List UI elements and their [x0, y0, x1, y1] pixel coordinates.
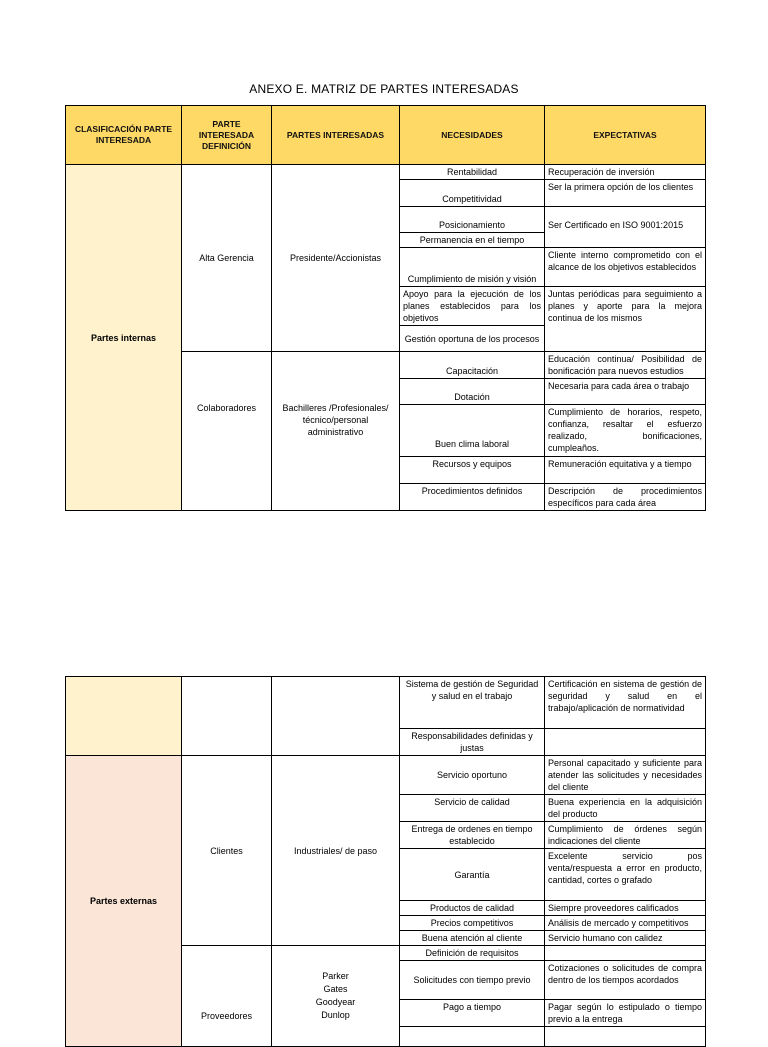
need-cell: Buen clima laboral — [400, 405, 545, 457]
definition-cell: Proveedores — [182, 946, 272, 1047]
need-cell: Sistema de gestión de Seguridad y salud en el trabajo — [400, 677, 545, 729]
header-necesidades: NECESIDADES — [400, 106, 545, 165]
expectation-cell: Cumplimiento de órdenes según indicaciones del cliente — [545, 822, 706, 849]
classification-cell: Partes internas — [66, 165, 182, 511]
need-cell: Rentabilidad — [400, 165, 545, 180]
table-row — [66, 165, 706, 180]
expectation-cell: Siempre proveedores calificados — [545, 901, 706, 916]
expectation-cell: Educación continua/ Posibilidad de bonificación para nuevos estudios — [545, 352, 706, 379]
expectation-cell: Cliente interno comprometido con el alcance de los objetivos establecidos — [545, 248, 706, 287]
need-cell: Procedimientos definidos — [400, 484, 545, 511]
stakeholder-matrix-table — [65, 105, 706, 511]
stakeholder-cell — [272, 677, 400, 756]
need-cell: Garantía — [400, 849, 545, 901]
expectation-cell: Servicio humano con calidez — [545, 931, 706, 946]
definition-cell: Clientes — [182, 756, 272, 946]
expectation-cell: Juntas periódicas para seguimiento a planes y aporte para la mejora continua de los mismos — [545, 287, 706, 352]
need-cell: Definición de requisitos — [400, 946, 545, 961]
expectation-cell: Descripción de procedimientos específicos para cada área — [545, 484, 706, 511]
expectation-cell: Remuneración equitativa y a tiempo — [545, 457, 706, 484]
expectation-cell: Ser la primera opción de los clientes — [545, 180, 706, 207]
need-cell: Gestión oportuna de los procesos — [400, 326, 545, 352]
expectation-cell: Recuperación de inversión — [545, 165, 706, 180]
need-cell: Entrega de ordenes en tiempo establecido — [400, 822, 545, 849]
stakeholder-matrix-table-continued — [65, 676, 706, 1047]
supplier-name: Gates — [323, 984, 348, 994]
definition-cell — [182, 677, 272, 756]
expectation-cell: Análisis de mercado y competitivos — [545, 916, 706, 931]
table-row — [66, 756, 706, 795]
expectation-cell: Cotizaciones o solicitudes de compra dentro de los tiempos acordados — [545, 961, 706, 1000]
header-expectativas: EXPECTATIVAS — [545, 106, 706, 165]
expectation-cell: Certificación en sistema de gestión de seguridad y salud en el trabajo/aplicación de normatividad — [545, 677, 706, 729]
expectation-cell — [545, 946, 706, 961]
header-row — [66, 106, 706, 165]
need-cell: Responsabilidades definidas y justas — [400, 729, 545, 756]
need-cell: Capacitación — [400, 352, 545, 379]
supplier-name: Goodyear — [315, 997, 356, 1007]
stakeholder-cell — [272, 946, 400, 1047]
expectation-cell: Pagar según lo estipulado o tiempo previo a la entrega — [545, 1000, 706, 1027]
expectation-cell: Buena experiencia en la adquisición del producto — [545, 795, 706, 822]
supplier-name: Dunlop — [321, 1010, 350, 1020]
expectation-cell: Personal capacitado y suficiente para atender las solicitudes y necesidades del cliente — [545, 756, 706, 795]
need-cell — [400, 1027, 545, 1047]
supplier-name: Parker — [322, 971, 349, 981]
need-cell: Productos de calidad — [400, 901, 545, 916]
definition-cell: Alta Gerencia — [182, 165, 272, 352]
stakeholder-cell: Presidente/Accionistas — [272, 165, 400, 352]
expectation-cell — [545, 1027, 706, 1047]
expectation-cell — [545, 729, 706, 756]
table-row — [66, 677, 706, 729]
need-cell: Servicio de calidad — [400, 795, 545, 822]
expectation-cell: Cumplimiento de horarios, respeto, confianza, resaltar el esfuerzo realizado, bonificaciones, cumpleaños. — [545, 405, 706, 457]
stakeholder-cell: Bachilleres /Profesionales/ técnico/personal administrativo — [272, 352, 400, 511]
expectation-cell: Excelente servicio pos venta/respuesta a error en producto, cantidad, cortes o grafado — [545, 849, 706, 901]
need-cell: Apoyo para la ejecución de los planes establecidos para los objetivos — [400, 287, 545, 326]
expectation-cell: Necesaria para cada área o trabajo — [545, 379, 706, 405]
need-cell: Dotación — [400, 379, 545, 405]
document-title: ANEXO E. MATRIZ DE PARTES INTERESADAS — [249, 82, 519, 96]
need-cell: Competitividad — [400, 180, 545, 207]
need-cell: Buena atención al cliente — [400, 931, 545, 946]
classification-cell: Partes externas — [66, 756, 182, 1047]
definition-cell: Colaboradores — [182, 352, 272, 511]
header-definicion: PARTE INTERESADA DEFINICIÓN — [182, 106, 272, 165]
expectation-cell: Ser Certificado en ISO 9001:2015 — [545, 207, 706, 248]
header-partes: PARTES INTERESADAS — [272, 106, 400, 165]
stakeholder-cell: Industriales/ de paso — [272, 756, 400, 946]
need-cell: Precios competitivos — [400, 916, 545, 931]
header-clasificacion: CLASIFICACIÓN PARTE INTERESADA — [66, 106, 182, 165]
need-cell: Pago a tiempo — [400, 1000, 545, 1027]
need-cell: Servicio oportuno — [400, 756, 545, 795]
need-cell: Cumplimiento de misión y visión — [400, 248, 545, 287]
need-cell: Permanencia en el tiempo — [400, 233, 545, 248]
need-cell: Recursos y equipos — [400, 457, 545, 484]
need-cell: Solicitudes con tiempo previo — [400, 961, 545, 1000]
need-cell: Posicionamiento — [400, 207, 545, 233]
classification-cell — [66, 677, 182, 756]
